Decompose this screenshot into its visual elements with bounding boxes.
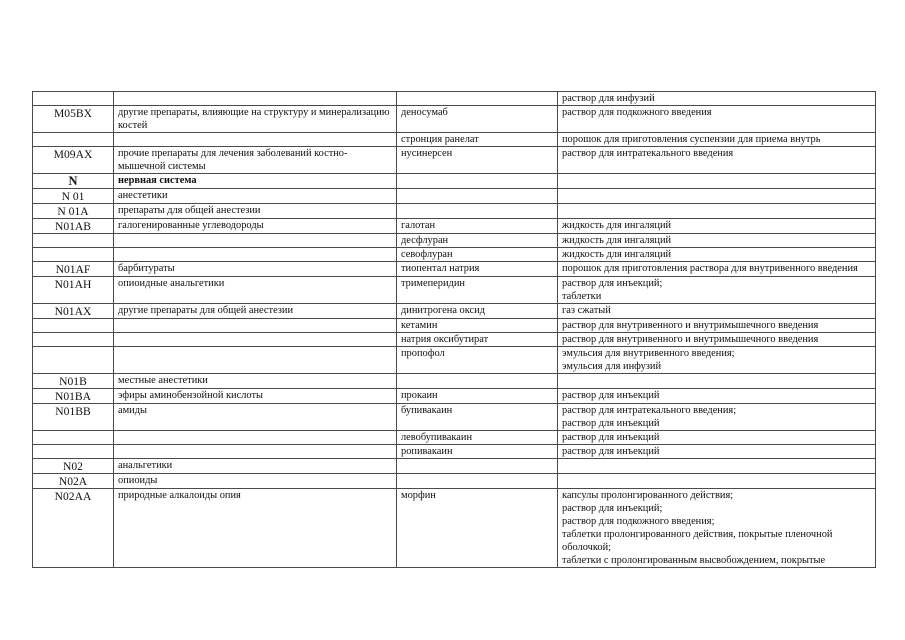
drug-name-cell: динитрогена оксид: [397, 304, 558, 319]
drug-name-cell: галотан: [397, 219, 558, 234]
table-row: [33, 106, 876, 133]
drug-name-cell: тримеперидин: [397, 277, 558, 304]
group-name-cell: опиоидные анальгетики: [114, 277, 397, 304]
drug-name-cell: [397, 189, 558, 204]
table-row: [33, 319, 876, 333]
table-row: [33, 248, 876, 262]
table-row: [33, 474, 876, 489]
group-name-cell: [114, 333, 397, 347]
atc-code-cell: N01B: [33, 374, 114, 389]
dosage-form-cell: раствор для инфузий: [558, 92, 876, 106]
dosage-form-cell: [558, 174, 876, 189]
dosage-form-cell: раствор для подкожного введения: [558, 106, 876, 133]
drug-name-cell: нусинерсен: [397, 147, 558, 174]
group-name-cell: эфиры аминобензойной кислоты: [114, 389, 397, 404]
atc-code-cell: [33, 92, 114, 106]
atc-code-cell: N02AA: [33, 489, 114, 568]
atc-code-cell: [33, 347, 114, 374]
drug-name-cell: [397, 92, 558, 106]
drug-name-cell: тиопентал натрия: [397, 262, 558, 277]
drug-classification-table: [32, 91, 876, 568]
dosage-form-cell: раствор для инъекций: [558, 431, 876, 445]
atc-code-cell: N01AH: [33, 277, 114, 304]
group-name-cell: природные алкалоиды опия: [114, 489, 397, 568]
drug-name-cell: натрия оксибутират: [397, 333, 558, 347]
drug-name-cell: кетамин: [397, 319, 558, 333]
dosage-form-cell: раствор для интратекального введения; раствор для инъекций: [558, 404, 876, 431]
table-body: [33, 92, 876, 568]
dosage-form-cell: раствор для внутривенного и внутримышечного введения: [558, 319, 876, 333]
group-name-cell: амиды: [114, 404, 397, 431]
table-row: [33, 147, 876, 174]
table-row: [33, 277, 876, 304]
group-name-cell: [114, 248, 397, 262]
dosage-form-cell: раствор для инъекций: [558, 445, 876, 459]
atc-code-cell: [33, 431, 114, 445]
atc-code-cell: [33, 333, 114, 347]
dosage-form-cell: [558, 474, 876, 489]
group-name-cell: [114, 431, 397, 445]
dosage-form-cell: капсулы пролонгированного действия; раствор для инъекций; раствор для подкожного введения; таблетки пролонгированного действия, покрытые пленочной оболочкой; таблетки с пролонгированным высвобождением, покрытые: [558, 489, 876, 568]
dosage-form-cell: порошок для приготовления суспензии для приема внутрь: [558, 133, 876, 147]
drug-name-cell: бупивакаин: [397, 404, 558, 431]
table-row: [33, 133, 876, 147]
group-name-cell: другие препараты, влияющие на структуру и минерализацию костей: [114, 106, 397, 133]
atc-code-cell: M05BX: [33, 106, 114, 133]
group-name-cell: [114, 92, 397, 106]
drug-name-cell: [397, 459, 558, 474]
table-row: [33, 189, 876, 204]
table-row: [33, 459, 876, 474]
group-name-cell: галогенированные углеводороды: [114, 219, 397, 234]
dosage-form-cell: жидкость для ингаляций: [558, 219, 876, 234]
group-name-cell: другие препараты для общей анестезии: [114, 304, 397, 319]
table-row: [33, 347, 876, 374]
dosage-form-cell: жидкость для ингаляций: [558, 234, 876, 248]
group-name-cell: [114, 347, 397, 374]
drug-name-cell: севофлуран: [397, 248, 558, 262]
dosage-form-cell: [558, 189, 876, 204]
group-name-cell: [114, 319, 397, 333]
table-row: [33, 262, 876, 277]
dosage-form-cell: газ сжатый: [558, 304, 876, 319]
dosage-form-cell: раствор для интратекального введения: [558, 147, 876, 174]
group-name-cell: прочие препараты для лечения заболеваний костно-мышечной системы: [114, 147, 397, 174]
drug-name-cell: пропофол: [397, 347, 558, 374]
table-row: [33, 445, 876, 459]
atc-code-cell: N01AF: [33, 262, 114, 277]
dosage-form-cell: раствор для инъекций: [558, 389, 876, 404]
drug-name-cell: [397, 204, 558, 219]
table-row: [33, 374, 876, 389]
atc-code-cell: N 01: [33, 189, 114, 204]
drug-name-cell: деносумаб: [397, 106, 558, 133]
atc-code-cell: [33, 133, 114, 147]
drug-name-cell: ропивакаин: [397, 445, 558, 459]
dosage-form-cell: [558, 374, 876, 389]
table-row: [33, 389, 876, 404]
atc-code-cell: N01BA: [33, 389, 114, 404]
atc-code-cell: N02: [33, 459, 114, 474]
group-name-cell: [114, 234, 397, 248]
drug-name-cell: левобупивакаин: [397, 431, 558, 445]
atc-code-cell: N01AX: [33, 304, 114, 319]
group-name-cell: нервная система: [114, 174, 397, 189]
dosage-form-cell: порошок для приготовления раствора для внутривенного введения: [558, 262, 876, 277]
table-row: [33, 204, 876, 219]
dosage-form-cell: жидкость для ингаляций: [558, 248, 876, 262]
atc-code-cell: [33, 319, 114, 333]
table-row: [33, 304, 876, 319]
atc-code-cell: [33, 445, 114, 459]
group-name-cell: барбитураты: [114, 262, 397, 277]
drug-name-cell: морфин: [397, 489, 558, 568]
table-row: [33, 174, 876, 189]
atc-code-cell: N02A: [33, 474, 114, 489]
dosage-form-cell: [558, 204, 876, 219]
table-row: [33, 92, 876, 106]
table-row: [33, 219, 876, 234]
drug-name-cell: [397, 474, 558, 489]
table-row: [33, 431, 876, 445]
drug-name-cell: [397, 374, 558, 389]
atc-code-cell: N: [33, 174, 114, 189]
dosage-form-cell: раствор для внутривенного и внутримышечного введения: [558, 333, 876, 347]
group-name-cell: [114, 445, 397, 459]
drug-name-cell: десфлуран: [397, 234, 558, 248]
group-name-cell: опиоиды: [114, 474, 397, 489]
group-name-cell: [114, 133, 397, 147]
atc-code-cell: [33, 248, 114, 262]
group-name-cell: местные анестетики: [114, 374, 397, 389]
group-name-cell: препараты для общей анестезии: [114, 204, 397, 219]
atc-code-cell: N 01A: [33, 204, 114, 219]
group-name-cell: анальгетики: [114, 459, 397, 474]
atc-code-cell: N01BB: [33, 404, 114, 431]
drug-name-cell: стронция ранелат: [397, 133, 558, 147]
table-row: [33, 333, 876, 347]
dosage-form-cell: [558, 459, 876, 474]
table-row: [33, 234, 876, 248]
drug-name-cell: прокаин: [397, 389, 558, 404]
dosage-form-cell: раствор для инъекций; таблетки: [558, 277, 876, 304]
group-name-cell: анестетики: [114, 189, 397, 204]
table-row: [33, 404, 876, 431]
atc-code-cell: N01AB: [33, 219, 114, 234]
dosage-form-cell: эмульсия для внутривенного введения; эмульсия для инфузий: [558, 347, 876, 374]
atc-code-cell: M09AX: [33, 147, 114, 174]
drug-name-cell: [397, 174, 558, 189]
atc-code-cell: [33, 234, 114, 248]
table-row: [33, 489, 876, 568]
